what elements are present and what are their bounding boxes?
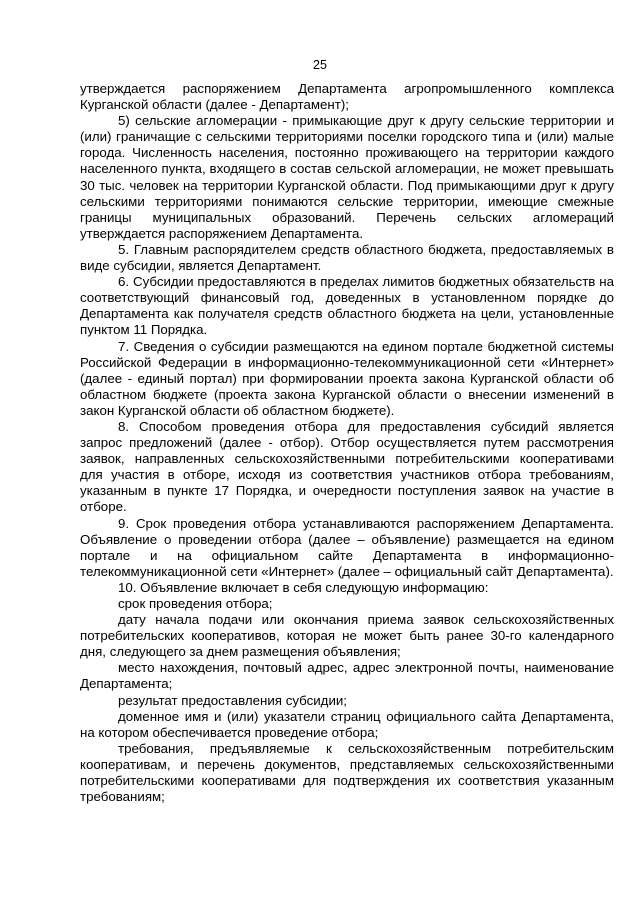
paragraph: результат предоставления субсидии;: [118, 692, 347, 708]
paragraph: 6. Субсидии предоставляются в пределах лимитов бюджетных обязательств на соответствующий финансовый год, доведенных в установленном порядке до Департамента как получателя средств областного бюджета на цели, установленные пунктом 11 Порядка.: [80, 274, 614, 338]
document-body: [80, 81, 614, 805]
paragraph: 10. Объявление включает в себя следующую информацию:: [118, 579, 489, 595]
paragraph: срок проведения отбора;: [118, 596, 273, 611]
paragraph: 7. Сведения о субсидии размещаются на едином портале бюджетной системы Российской Федерации в информационно-телекоммуникационной сети «Интернет» (далее - единый портал) при формировании проекта закона Курганской области об областном бюджете (проекта закона Курганской области о внесении изменений в закон Курганской области об областном бюджете).: [80, 338, 614, 418]
page-number: 25: [313, 58, 327, 72]
paragraph: утверждается распоряжением Департамента агропромышленного комплекса Курганской области (далее - Департамент);: [80, 81, 614, 113]
paragraph: место нахождения, почтовый адрес, адрес электронной почты, наименование Департамента;: [80, 660, 614, 692]
paragraph: требования, предъявляемые к сельскохозяйственным потребительским кооперативам, и перечень документов, представляемых сельскохозяйственными потребительскими кооперативами для подтверждения их соответствия указанным требованиям;: [80, 740, 614, 805]
paragraph: 9. Срок проведения отбора устанавливаются распоряжением Департамента. Объявление о проведении отбора (далее – объявление) размещается на едином портале и на официальном сайте Департамента в информационно-телекоммуникационной сети «Интернет» (далее – официальный сайт Департамента).: [80, 515, 614, 579]
paragraph: доменное имя и (или) указатели страниц официального сайта Департамента, на котором обеспечивается проведение отбора;: [80, 708, 614, 740]
paragraph: дату начала подачи или окончания приема заявок сельскохозяйственных потребительских кооперативов, которая не может быть ранее 30-го календарного дня, следующего за днем размещения объявления;: [80, 612, 614, 660]
paragraph: 8. Способом проведения отбора для предоставления субсидий является запрос предложений (далее - отбор). Отбор осуществляется путем рассмотрения заявок, направленных сельскохозяйственными потребительскими кооперативами для участия в отборе, исходя из соответствия участников отбора требованиям, указанным в пункте 17 Порядка, и очередности поступления заявок на участие в отборе.: [80, 418, 614, 515]
paragraph: 5) сельские агломерации - примыкающие друг к другу сельские территории и (или) граничащие с сельскими территориями поселки городского типа и (или) малые города. Численность населения, постоянно проживающего на территории каждого населенного пункта, входящего в состав сельской агломерации, не может превышать 30 тыс. человек на территории Курганской области. Под примыкающими друг к другу сельскими территориями понимаются сельские территории, имеющие смежные границы муниципальных образований. Перечень сельских агломераций утверждается распоряжением Департамента.: [80, 113, 614, 241]
paragraph: 5. Главным распорядителем средств областного бюджета, предоставляемых в виде субсидии, является Департамент.: [80, 241, 614, 274]
